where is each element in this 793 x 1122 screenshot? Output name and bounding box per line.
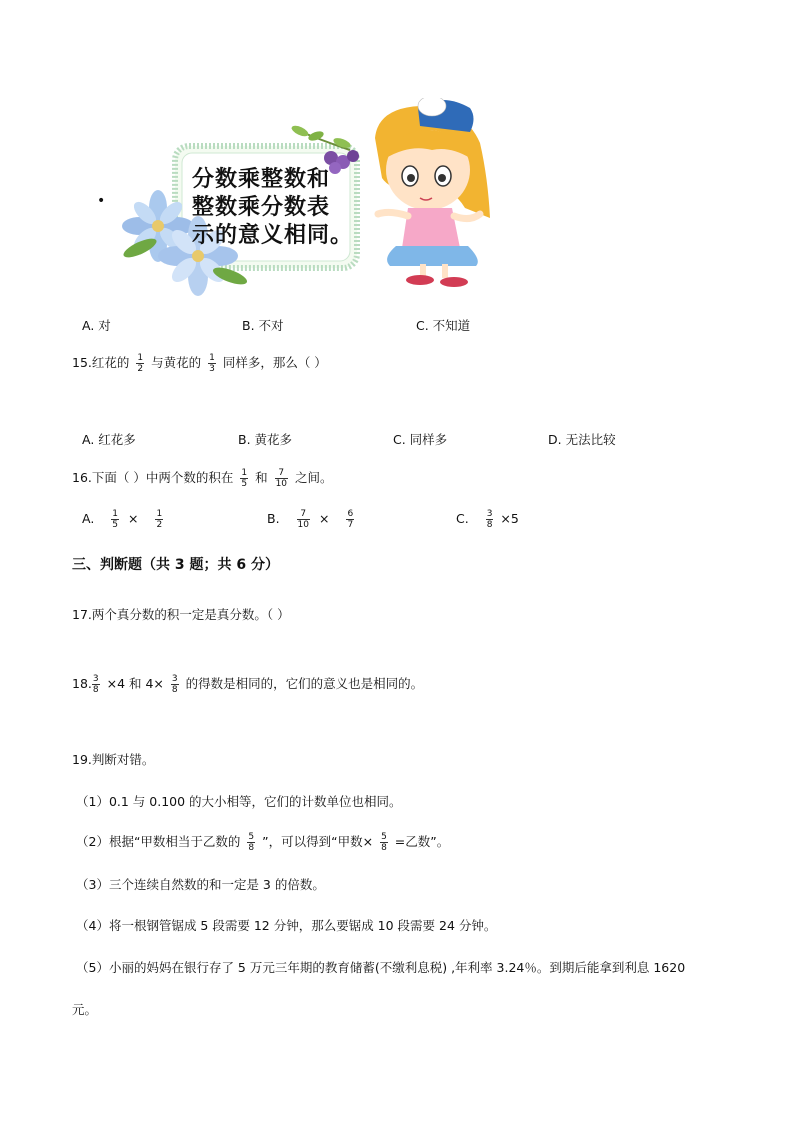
card-line-2: 整数乘分数表 [192,195,331,220]
q19-item-4: （4）将一根钢管锯成 5 段需要 12 分钟，那么要锯成 10 段需要 24 分钟。 [76,918,497,933]
q16-middle: 和 [255,470,268,485]
q15-suffix: 同样多，那么（ ） [222,355,327,370]
q17-text: 17.两个真分数的积一定是真分数。（ ） [72,607,290,622]
q15-option-d[interactable]: D. 无法比较 [548,432,616,447]
fraction: $\frac{1}{3}$ [209,353,215,374]
list-bullet: • [97,193,106,209]
q16-option-b[interactable]: B. $\frac{7}{10}$ × $\frac{6}{7}$ [267,509,354,530]
q18-stem: 18. $\frac{3}{8}$ ×4 和 4× $\frac{3}{8}$ 的得数是相同的，它们的意义也是相同的。 [72,674,424,695]
cartoon-girl-icon [375,98,490,287]
q16-option-c[interactable]: C. $\frac{3}{8}$ ×5 [456,509,519,530]
q14-option-b[interactable]: B. 不对 [242,318,284,333]
card-text [192,166,353,250]
section-heading: 三、判断题（共 3 题；共 6 分） [72,557,279,573]
q15-prefix: 15.红花的 [72,355,130,370]
q15-option-a[interactable]: A. 红花多 [82,432,136,447]
q19-item-2: （2）根据“甲数相当于乙数的 $\frac{5}{8}$ ”，可以得到“甲数× $\frac{5}{8}$ =乙数”。 [76,832,450,853]
q16-suffix: 之间。 [295,470,333,485]
fraction: $\frac{1}{2}$ [137,353,144,374]
q16-stem [72,468,333,489]
card-line-1: 分数乘整数和 [192,167,331,192]
q14-option-c[interactable]: C. 不知道 [416,318,471,333]
q15-option-c[interactable]: C. 同样多 [393,432,448,447]
q19-item-5-line1: （5）小丽的妈妈在银行存了 5 万元三年期的教育储蓄(不缴利息税) ,年利率 3.24％。到期后能拿到利息 1620 [76,960,686,975]
q15-middle: 与黄花的 [151,355,202,370]
card-line-3: 示的意义相同。 [192,223,354,248]
q19-title: 19.判断对错。 [72,752,155,767]
q16-prefix: 16.下面（ ）中两个数的积在 [72,470,234,485]
q16-option-a[interactable]: A. $\frac{1}{5}$ × $\frac{1}{2}$ [82,509,163,530]
q19-item-5-line2: 元。 [72,1002,98,1017]
fraction: $\frac{7}{10}$ [275,468,288,489]
q14-option-a[interactable]: A. 对 [82,318,111,333]
q19-item-1: （1）0.1 与 0.100 的大小相等，它们的计数单位也相同。 [76,794,402,809]
q19-item-3: （3）三个连续自然数的和一定是 3 的倍数。 [76,877,325,892]
q15-stem [72,353,327,374]
fraction: $\frac{1}{5}$ [241,468,248,489]
q15-option-b[interactable]: B. 黄花多 [238,432,293,447]
